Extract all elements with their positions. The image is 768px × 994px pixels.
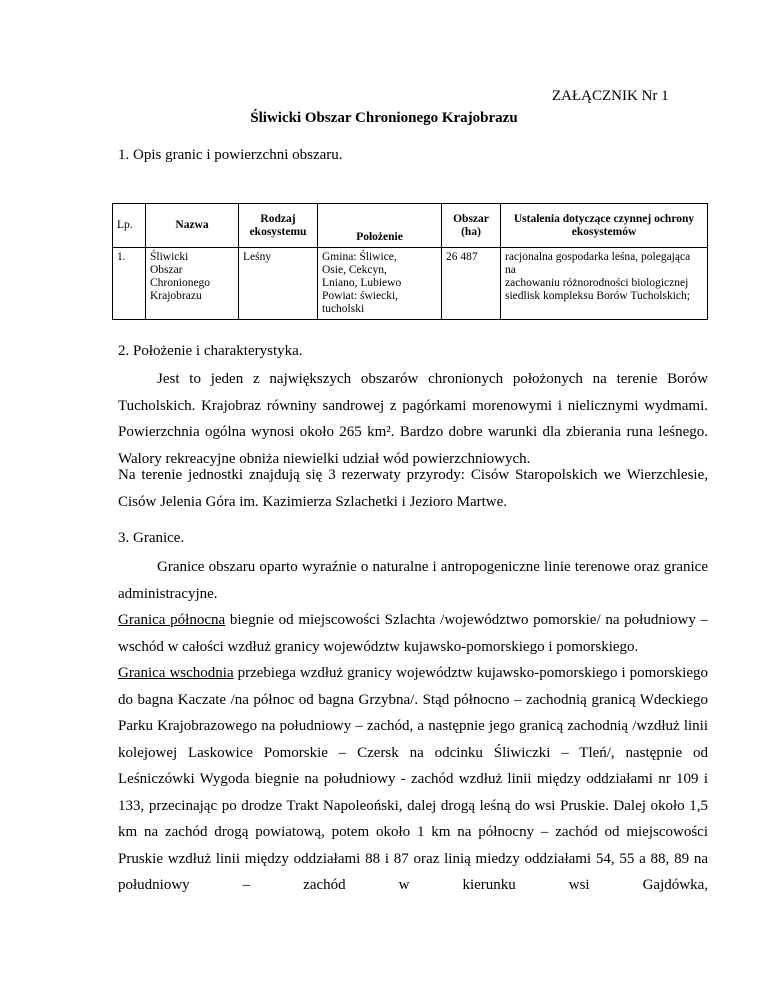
cell-line: Gmina: Śliwice,	[322, 251, 397, 263]
section-3-heading: 3. Granice.	[118, 530, 185, 546]
east-border-text: przebiega wzdłuż granicy województw kujawsko-pomorskiego i pomorskiego do bagna Kaczate /na północ od bagna Grzybna/. Stąd północno – zachodnią granicą Wdeckiego Parku Krajobrazowego na południowy – zachód, a następnie jego granicą zachodnią /wzdłuż linii kolejowej Laskowice Pomorskie – Czersk na odcinku Śliwiczki – Tleń/, następnie od Leśniczówki Wygoda biegnie na południowy - zachód wzdłuż linii między oddziałami nr 109 i 133, przecinając po drodze Trakt Napoleoński, dalej drogą leśną do wsi Pruskie. Dalej około 1,5 km na zachód drogą powiatową, potem około 1 km na północny – zachód od miejscowości Pruskie wzdłuż linii między oddziałami 88 i 87 oraz linią miedzy oddziałami 54, 55 a 88, 89 na południowy – zachód w kierunku wsi Gajdówka,	[118, 665, 709, 893]
cell-line: Obszar	[150, 264, 183, 276]
header-rodzaj: Rodzaj ekosystemu	[239, 204, 318, 248]
cell-line: Powiat: świecki,	[322, 290, 399, 302]
cell-line: Krajobrazu	[150, 290, 202, 302]
section-2-reserves-paragraph: Na terenie jednostki znajdują się 3 rezerwaty przyrody: Cisów Staropolskich we Wierzchlesie, Cisów Jelenia Góra im. Kazimierza Szlachetki i Jezioro Martwe.	[118, 467, 708, 510]
cell-line: zachowaniu różnorodności biologicznej	[505, 277, 689, 289]
cell-lp: 1.	[113, 248, 146, 320]
cell-rodzaj: Leśny	[239, 248, 318, 320]
table-header-row	[113, 204, 708, 248]
section-1-heading: 1. Opis granic i powierzchni obszaru.	[118, 147, 343, 163]
header-ustalenia: Ustalenia dotyczące czynnej ochrony ekosystemów	[501, 204, 708, 248]
cell-nazwa	[146, 248, 239, 320]
cell-line: Osie, Cekcyn,	[322, 264, 387, 276]
header-obszar: Obszar (ha)	[442, 204, 501, 248]
annex-label: ZAŁĄCZNIK Nr 1	[552, 88, 669, 104]
cell-line: tucholski	[322, 303, 365, 315]
east-border-paragraph	[118, 660, 708, 899]
cell-polozenie	[318, 248, 442, 320]
east-border-label: Granica wschodnia	[118, 665, 234, 681]
cell-ustalenia	[501, 248, 708, 320]
section-2-heading: 2. Położenie i charakterystyka.	[118, 343, 303, 359]
cell-line: siedlisk kompleksu Borów Tucholskich;	[505, 290, 690, 302]
cell-line: Lniano, Lubiewo	[322, 277, 402, 289]
table-row	[113, 248, 708, 320]
section-3-body	[118, 554, 708, 899]
document-title: Śliwicki Obszar Chronionego Krajobrazu	[250, 110, 518, 126]
section-3-intro: Granice obszaru oparto wyraźnie o naturalne i antropogeniczne linie terenowe oraz granice administracyjne.	[118, 559, 708, 602]
cell-line: Chronionego	[150, 277, 211, 289]
header-lp: Lp.	[113, 204, 146, 248]
north-border-label: Granica północna	[118, 612, 226, 628]
header-nazwa: Nazwa	[146, 204, 239, 248]
cell-line: racjonalna gospodarka leśna, polegająca na	[505, 251, 691, 276]
cell-obszar: 26 487	[442, 248, 501, 320]
north-border-text: biegnie od miejscowości Szlachta /województwo pomorskie/ na południowy – wschód w całości wzdłuż granicy województw kujawsko-pomorskiego i pomorskiego.	[118, 612, 708, 655]
section-2-paragraph: Jest to jeden z największych obszarów chronionych położonych na terenie Borów Tucholskich. Krajobraz równiny sandrowej z pagórkami morenowymi i nielicznymi wydmami. Powierzchnia ogólna wynosi około 265 km². Bardzo dobre warunki dla zbierania runa leśnego. Walory rekreacyjne obniża niewielki udział wód powierzchniowych.	[118, 371, 708, 467]
north-border-paragraph	[118, 607, 708, 660]
area-table	[112, 203, 708, 320]
header-polozenie: Położenie	[318, 204, 442, 248]
cell-line: Śliwicki	[150, 251, 189, 263]
